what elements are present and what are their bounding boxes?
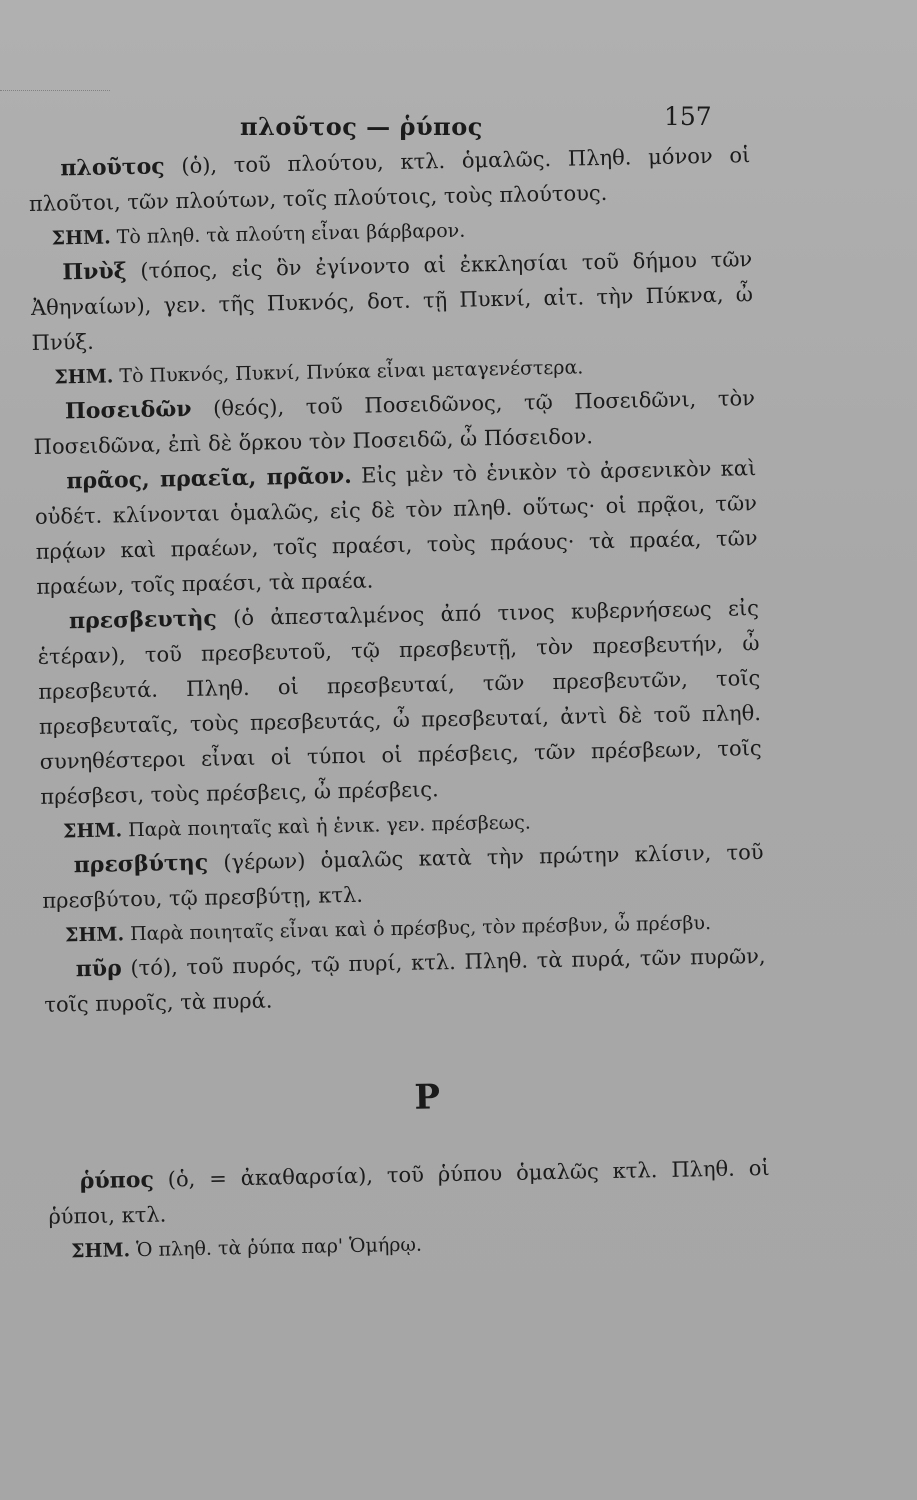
entry-pyr [43,939,766,1023]
headword: πρεσβύτης [73,849,209,879]
headword: πρᾶος, πραεῖα, πρᾶον. [66,462,353,495]
entry-pnyx [30,242,754,361]
note-label: ΣΗΜ. [70,1239,131,1263]
note-label: ΣΗΜ. [51,226,111,250]
entries-block [28,138,771,1269]
entry-text: (τό), τοῦ πυρός, τῷ πυρί, κτλ. Πληθ. τὰ πυρά, τῶν πυρῶν, τοῖς πυροῖς, τὰ πυρά. [44,943,766,1017]
entry-text: (ὁ), τοῦ πλούτου, κτλ. ὁμαλῶς. Πληθ. μόνον οἱ πλοῦτοι, τῶν πλούτων, τοῖς πλούτοις, τοὺς πλούτους. [28,143,751,216]
entry-text: (γέρων) ὁμαλῶς κατὰ τὴν πρώτην κλίσιν, τοῦ πρεσβύτου, τῷ πρεσβύτῃ, κτλ. [42,840,764,913]
headword: πλοῦτος [60,153,165,182]
note-text: Τὸ Πυκνός, Πυκνί, Πνύκα εἶναι μεταγενέστερα. [113,356,584,388]
headword: Πνὺξ [62,258,127,286]
entry-text: (τόπος, εἰς ὃν ἐγίνοντο αἱ ἐκκλησίαι τοῦ δήμου τῶν Ἀθηναίων), γεν. τῆς Πυκνός, δοτ. τῇ Πυκνί, αἰτ. τὴν Πύκνα, ὦ Πνύξ. [30,247,754,355]
headword: Ποσειδῶν [64,395,192,425]
note-label: ΣΗΜ. [62,819,123,843]
entry-text: (ὁ, = ἀκαθαρσία), τοῦ ῥύπου ὁμαλῶς κτλ. Πληθ. οἱ ῥύποι, κτλ. [48,1155,770,1229]
entry-praos [34,451,759,605]
entry-presbeutes [37,591,763,815]
entry-text: Εἰς μὲν τὸ ἑνικὸν τὸ ἀρσενικὸν καὶ οὐδέτ. κλίνονται ὁμαλῶς, εἰς δὲ τὸν πληθ. οὕτως· οἱ πρᾷοι, τῶν πρᾴων καὶ πραέων, τοῖς πραέσι, τοὺς πράους· τὰ πραέα, τῶν πραέων, τοῖς πραέσι, τὰ πραέα. [34,456,758,599]
page-number: 157 [664,102,712,131]
section-letter: Ρ [414,1077,441,1118]
entry-text: (ὁ ἀπεσταλμένος ἀπό τινος κυβερνήσεως εἰς ἑτέραν), τοῦ πρεσβευτοῦ, τῷ πρεσβευτῇ, τὸν πρεσβευτήν, ὦ πρεσβευτά. Πληθ. οἱ πρεσβευταί, τῶν πρεσβευτῶν, τοῖς πρεσβευταῖς, τοὺς πρεσβευτάς, ὦ πρεσβευταί, ἀντὶ δὲ τοῦ πληθ. συνηθέστεροι εἶναι οἱ τύποι οἱ πρέσβεις, τῶν πρέσβεων, τοῖς πρέσβεσι, τοὺς πρέσβεις, ὦ πρέσβεις. [37,596,762,809]
note-text: Τὸ πληθ. τὰ πλούτη εἶναι βάρβαρον. [110,219,466,249]
note-text: Ὁ πληθ. τὰ ῥύπα παρ' Ὁμήρῳ. [129,1233,423,1262]
note-label: ΣΗΜ. [54,365,114,389]
running-head: πλοῦτος — ῥύπος [240,112,483,141]
headword: πρεσβευτὴς [68,605,218,635]
page-smudge [0,90,110,105]
note-text: Παρὰ ποιηταῖς καὶ ἡ ἑνικ. γεν. πρέσβεως. [121,811,532,842]
entry-text: (θεός), τοῦ Ποσειδῶνος, τῷ Ποσειδῶνι, τὸν Ποσειδῶνα, ἐπὶ δὲ ὅρκου τὸν Ποσειδῶ, ὦ Πόσειδον. [33,386,756,459]
headword: πῦρ [75,955,122,983]
note-text: Παρὰ ποιηταῖς εἶναι καὶ ὁ πρέσβυς, τὸν πρέσβυν, ὦ πρέσβυ. [123,912,712,946]
headword: ῥύπος [79,1166,155,1195]
note-label: ΣΗΜ. [64,923,125,947]
